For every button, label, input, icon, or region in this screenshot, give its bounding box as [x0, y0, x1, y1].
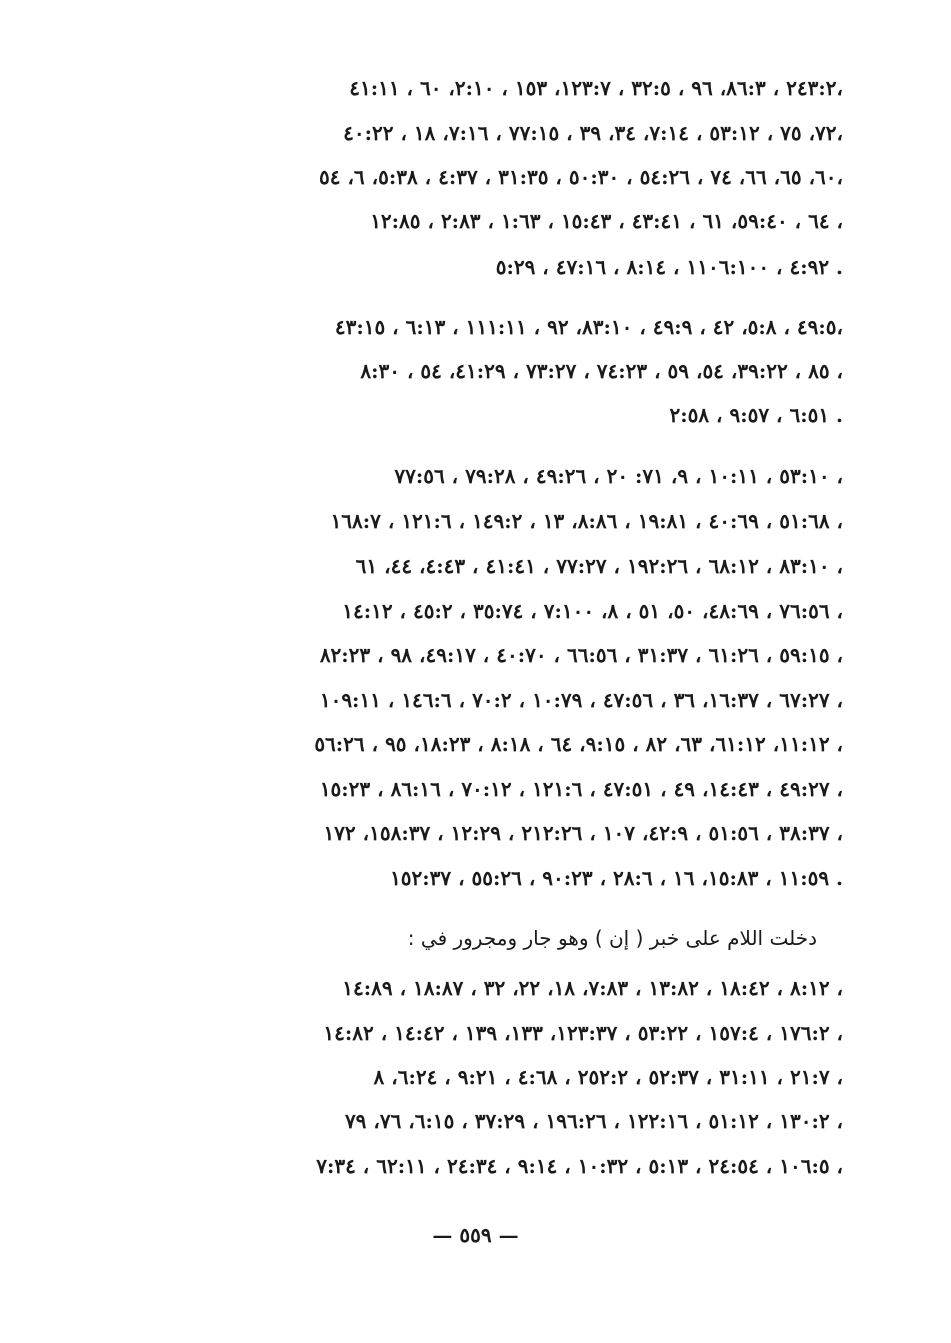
section-heading: دخلت اللام على خبر ( إن ) وهو جار ومجرور في :: [407, 926, 817, 950]
text-line: ٦٤ ، ٥٩:٤٠، ٦١ ، ٤٣:٤١ ، ١٥:٤٣ ، ١:٦٣ ، ٢:٨٣ ، ١٢:٨٥ ،: [370, 209, 843, 233]
text-line: ٤٩:٢٧ ، ١٤:٤٣، ٤٩ ، ٤٧:٥١ ، ١٢١:٦ ، ٧٠:١٢ ، ٨٦:١٦ ، ١٥:٢٣ ،: [319, 777, 843, 801]
text-line: ٣٨:٣٧ ، ٥١:٥٦ ، ٤٢:٩، ١٠٧ ، ٢١٢:٢٦ ، ١٢:٢٩ ، ١٥٨:٣٧، ١٧٢ ،: [323, 821, 843, 845]
text-line: ٧٢، ٧٥ ، ٥٣:١٢ ، ٧:١٤، ٣٤، ٣٩ ، ٧٧:١٥ ، ٧:١٦، ١٨ ، ٤٠:٢٢،: [343, 121, 843, 145]
text-line: ٤٩:٥ ، ٥:٨، ٤٢ ، ٤٩:٩ ، ٨٣:١٠، ٩٢ ، ١١١:١١ ، ٦:١٣ ، ٤٣:١٥،: [334, 315, 843, 339]
text-line: ٨٣:١٠ ، ٦٨:١٢ ، ١٩٢:٢٦ ، ٧٧:٢٧ ، ٤١:٤١ ، ٤:٤٣، ٤٤، ٦١ ،: [355, 554, 843, 578]
text-line: ٢٤٣:٢ ، ٨٦:٣، ٩٦ ، ٣٢:٥ ، ١٢٣:٧، ١٥٣ ، ٢:١٠، ٦٠ ، ٤١:١١،: [349, 76, 843, 100]
page-number: — ٥٥٩ —: [432, 1223, 519, 1247]
text-line: ١٠٦:٥ ، ٢٤:٥٤ ، ٥:١٣ ، ١٠:٣٢ ، ٩:١٤ ، ٢٤:٣٤ ، ٦٢:١١ ، ٧:٣٤ ،: [316, 1154, 843, 1178]
text-line: ٤:٩٢ ، ١١٠٦:١٠٠ ، ٨:١٤ ، ٤٧:١٦ ، ٥:٢٩ .: [495, 255, 843, 279]
text-line: ٥٣:١٠ ، ١٠:١١ ، ٩، ٧١: ٢٠ ، ٤٩:٢٦ ، ٧٩:٢٨ ، ٧٧:٥٦ ،: [394, 464, 843, 488]
text-line: ٦:٥١ ، ٩:٥٧ ، ٢:٥٨ .: [669, 403, 843, 427]
text-line: ٦٧:٢٧ ، ١٦:٣٧، ٣٦ ، ٤٧:٥٦ ، ١٠:٧٩ ، ٧٠:٢ ، ١٤٦:٦ ، ١٠٩:١١ ،: [319, 688, 843, 712]
text-line: ٨٥ ، ٣٩:٢٢، ٥٤، ٥٩ ، ٧٤:٢٣ ، ٧٣:٢٧ ، ٤١:٢٩، ٥٤ ، ٨:٣٠ ،: [360, 359, 843, 383]
text-line: ٦٠، ٦٥، ٦٦، ٧٤ ، ٥٤:٢٦ ، ٥٠:٣٠ ، ٣١:٣٥ ، ٤:٣٧ ، ٥:٣٨، ٦، ٥٤،: [319, 165, 843, 189]
text-line: ١٧٦:٢ ، ١٥٧:٤ ، ٥٣:٢٢ ، ١٢٣:٣٧، ١٣٣، ١٣٩ ، ١٤:٤٢ ، ١٤:٨٢ ،: [323, 1021, 843, 1045]
text-line: ٢١:٧ ، ٣١:١١ ، ٥٢:٣٧ ، ٢٥٢:٢ ، ٤:٦٨ ، ٩:٢١ ، ٦:٢٤، ٨ ،: [373, 1065, 843, 1089]
text-line: ٥٩:١٥ ، ٦١:٢٦ ، ٣١:٣٧ ، ٦٦:٥٦ ، ٤٠:٧٠ ، ٤٩:١٧، ٩٨ ، ٨٢:٢٣ ،: [319, 643, 843, 667]
text-line: ١١:١٢، ٦١:١٢، ٦٣، ٨٢ ، ٩:١٥، ٦٤ ، ٨:١٨ ، ١٨:٢٣، ٩٥ ، ٥٦:٢٦ ،: [314, 732, 843, 756]
text-line: ٧٦:٥٦ ، ٤٨:٦٩، ٥٠، ٥١ ، ٨، ٧:١٠٠ ، ٣٥:٧٤ ، ٤٥:٢ ، ١٤:١٢ ،: [342, 599, 843, 623]
text-line: ٥١:٦٨ ، ٤٠:٦٩ ، ١٩:٨١ ، ٨:٨٦، ١٣ ، ١٤٩:٢ ، ١٢١:٦ ، ١٦٨:٧ ،: [330, 509, 843, 533]
text-line: ١٣٠:٢ ، ٥١:١٢ ، ١٢٢:١٦ ، ١٩٦:٢٦ ، ٣٧:٢٩ ، ٦:١٥، ٧٦، ٧٩ ،: [344, 1109, 843, 1133]
text-line: ٨:١٢ ، ١٨:٤٢ ، ١٣:٨٢ ، ٧:٨٣، ١٨، ٢٢، ٣٢ ، ١٨:٨٧ ، ١٤:٨٩ ،: [342, 976, 843, 1000]
text-line: ١١:٥٩ ، ١٥:٨٣، ١٦ ، ٢٨:٦ ، ٩٠:٢٣ ، ٥٥:٢٦ ، ١٥٢:٣٧ .: [390, 866, 843, 890]
